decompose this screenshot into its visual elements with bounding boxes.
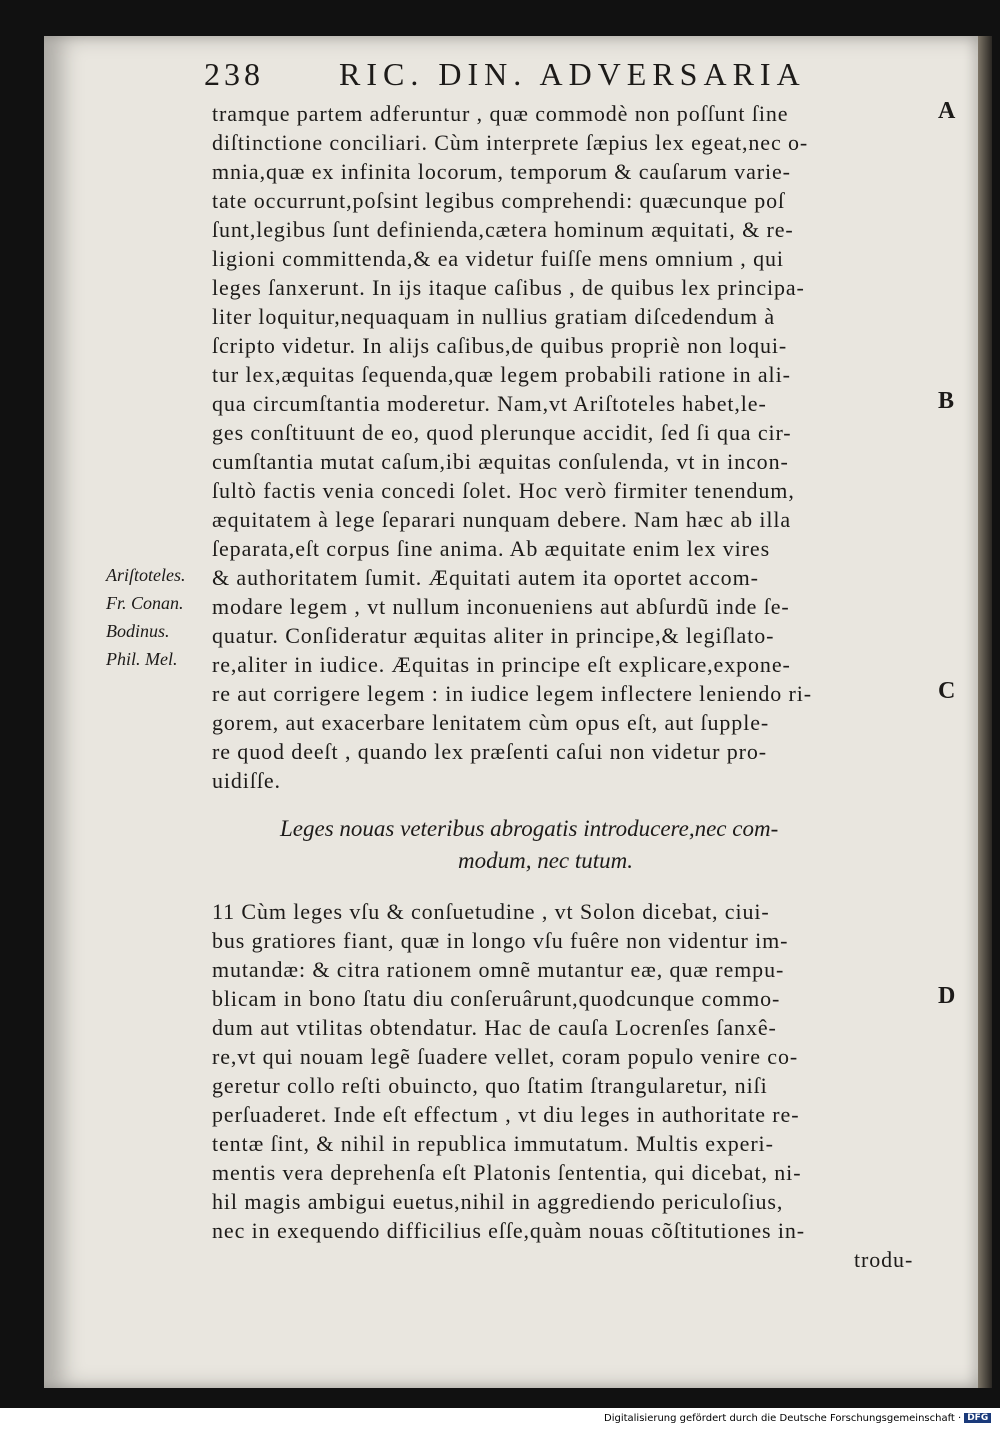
text-line: 11 Cùm leges vſu & conſuetudine , vt Solon dicebat, ciui- — [212, 899, 770, 924]
text-line: mnia,quæ ex infinita locorum, temporum & cauſarum varie- — [212, 159, 791, 184]
text-line: quatur. Conſideratur æquitas aliter in principe,& legiſlato- — [212, 623, 775, 648]
section-heading-continued: modum, nec tutum. — [458, 848, 634, 873]
text-line: mutandæ: & citra rationem omnẽ mutantur eæ, quæ rempu- — [212, 957, 785, 982]
dfg-logo: DFG — [964, 1413, 991, 1423]
text-line: re quod deeſt , quando lex præſenti caſui non videtur pro- — [212, 739, 768, 764]
text-line: ligioni committenda,& ea videtur fuiſſe mens omnium , qui — [212, 246, 784, 271]
text-line: geretur collo reſti obuincto, quo ſtatim ſtrangularetur, niſi — [212, 1073, 768, 1098]
text-line: ges conſtituunt de eo, quod plerunque accidit, ſed ſi qua cir- — [212, 420, 792, 445]
text-line: ſunt,legibus ſunt definienda,cætera hominum æquitati, & re- — [212, 217, 794, 242]
text-line: hil magis ambigui euetus,nihil in aggrediendo periculoſius, — [212, 1189, 784, 1214]
text-line: gorem, aut exacerbare lenitatem cùm opus eſt, aut ſupple- — [212, 710, 770, 735]
text-line: dum aut vtilitas obtendatur. Hac de cauſa Locrenſes ſanxê- — [212, 1015, 777, 1040]
text-line: re,aliter in iudice. Æquitas in principe eſt explicare,expone- — [212, 652, 791, 677]
text-line: ſeparata,eſt corpus ſine anima. Ab æquitate enim lex vires — [212, 536, 771, 561]
margin-marker-d: D — [938, 983, 956, 1009]
text-line: tentæ ſint, & nihil in republica immutatum. Multis experi- — [212, 1131, 774, 1156]
text-line: diſtinctione conciliari. Cùm interprete ſæpius lex egeat,nec o- — [212, 130, 809, 155]
running-title: RIC. DIN. ADVERSARIA — [339, 56, 806, 92]
text-line: nec in exequendo difficilius eſſe,quàm nouas cõſtitutiones in- — [212, 1218, 806, 1243]
book-page — [44, 36, 978, 1388]
margin-marker-a: A — [938, 98, 956, 124]
text-line: & authoritatem ſumit. Æquitati autem ita oportet accom- — [212, 565, 759, 590]
marginal-note: Bodinus. — [106, 621, 170, 641]
text-line: leges ſanxerunt. In ijs itaque caſibus , de quibus lex principa- — [212, 275, 805, 300]
text-line: tramque partem adferuntur , quæ commodè non poſſunt ſine — [212, 101, 789, 126]
text-line: bus gratiores fiant, quæ in longo vſu fuêre non videntur im- — [212, 928, 789, 953]
footer-text: Digitalisierung gefördert durch die Deutsche Forschungsgemeinschaft · — [604, 1413, 962, 1424]
text-line: ſultò factis venia concedi ſolet. Hoc verò firmiter tenendum, — [212, 478, 795, 503]
margin-marker-b: B — [938, 388, 955, 414]
running-head — [204, 56, 924, 96]
text-line: re aut corrigere legem : in iudice legem inflectere leniendo ri- — [212, 681, 813, 706]
text-line: re,vt qui nouam legẽ ſuadere vellet, coram populo venire co- — [212, 1044, 799, 1069]
text-line: blicam in bono ſtatu diu conſeruârunt,quodcunque commo- — [212, 986, 781, 1011]
text-line: mentis vera deprehenſa eſt Platonis ſententia, qui dicebat, ni- — [212, 1160, 802, 1185]
text-line: perſuaderet. Inde eſt effectum , vt diu leges in authoritate re- — [212, 1102, 800, 1127]
text-line: qua circumſtantia moderetur. Nam,vt Ariſtoteles habet,le- — [212, 391, 767, 416]
text-line: modare legem , vt nullum inconueniens aut abſurdũ inde ſe- — [212, 594, 790, 619]
marginal-note: Fr. Conan. — [106, 593, 184, 613]
text-line: tur lex,æquitas ſequenda,quæ legem probabili ratione in ali- — [212, 362, 791, 387]
catchword: trodu- — [854, 1247, 914, 1272]
margin-marker-c: C — [938, 678, 956, 704]
text-line: æquitatem à lege ſeparari nunquam debere. Nam hæc ab illa — [212, 507, 792, 532]
text-line: liter loquitur,nequaquam in nullius gratiam diſcedendum à — [212, 304, 776, 329]
page-edge — [978, 36, 992, 1388]
section-heading: Leges nouas veteribus abrogatis introducere,nec com- — [280, 816, 779, 841]
marginal-note: Ariſtoteles. — [106, 565, 186, 585]
text-line: uidiſſe. — [212, 768, 281, 793]
text-line: tate occurrunt,poſsint legibus comprehendi: quæcunque poſ — [212, 188, 786, 213]
text-line: cumſtantia mutat caſum,ibi æquitas conſulenda, vt in incon- — [212, 449, 789, 474]
page-number: 238 — [204, 56, 264, 92]
footer-credit — [604, 1413, 996, 1427]
text-line: ſcripto videtur. In alijs caſibus,de quibus propriè non loqui- — [212, 333, 788, 358]
marginal-note: Phil. Mel. — [106, 649, 178, 669]
